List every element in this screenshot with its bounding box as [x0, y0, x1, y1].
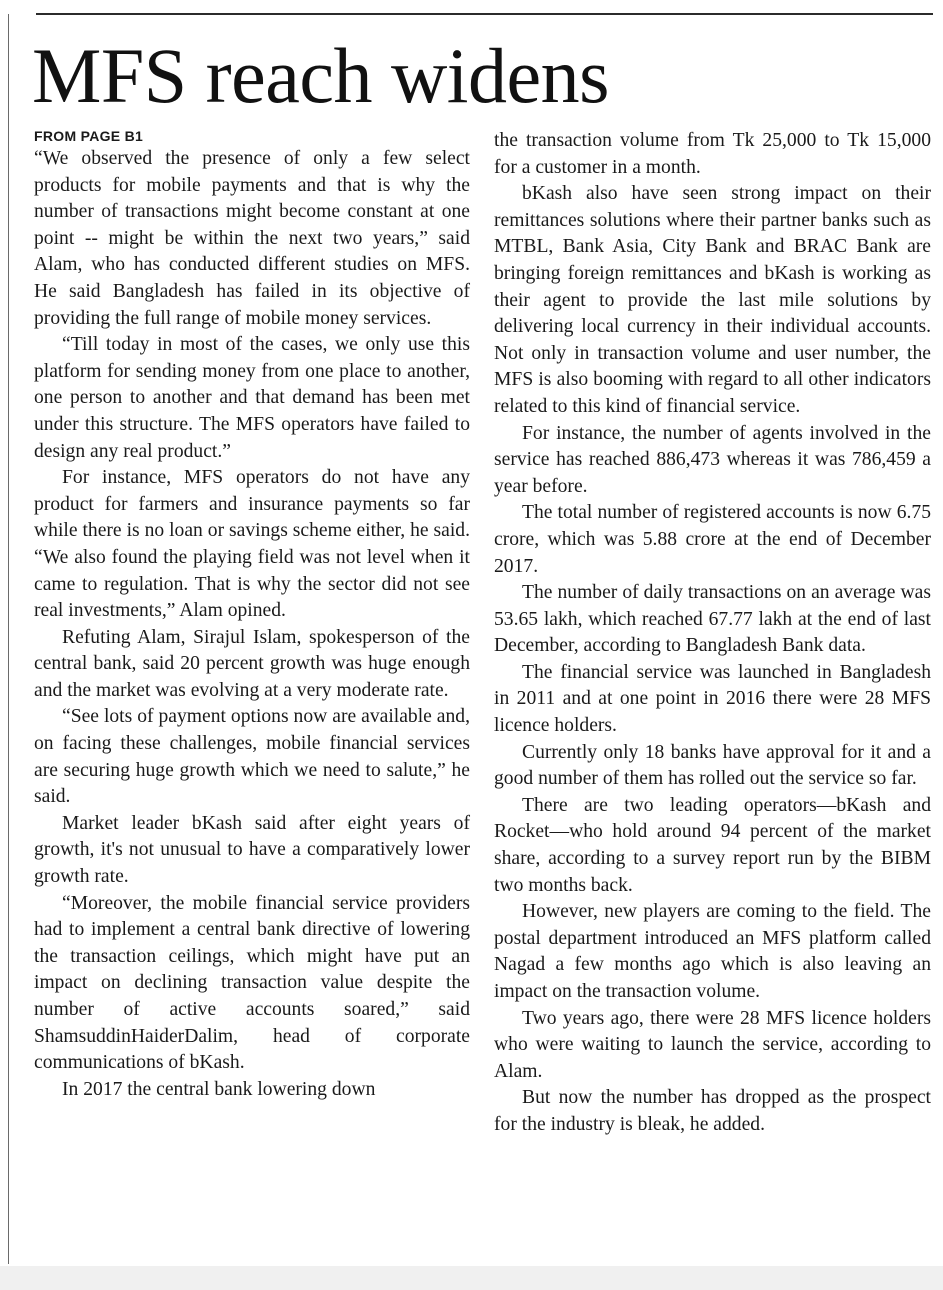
- paragraph: bKash also have seen strong impact on their remittances solutions where their partner banks such as MTBL, Bank Asia, City Bank and BRAC Bank are bringing foreign remittances and bKash is working as their agent to provide the last mile solutions by delivering local currency in their individual accounts. Not only in transaction volume and user number, the MFS is also booming with regard to all other indicators related to this kind of financial service.: [494, 183, 931, 417]
- paragraph: The number of daily transactions on an average was 53.65 lakh, which reached 67.77 lakh at the end of last December, according to Bangladesh Bank data.: [494, 582, 931, 657]
- left-column: [34, 126, 470, 1103]
- page-bottom-margin: [0, 1266, 943, 1290]
- paragraph: Currently only 18 banks have approval for it and a good number of them has rolled out the service so far.: [494, 741, 931, 790]
- top-rule: [36, 13, 933, 15]
- paragraph: But now the number has dropped as the prospect for the industry is bleak, he added.: [494, 1087, 931, 1135]
- paragraph: “Moreover, the mobile financial service providers had to implement a central bank directive of lowering the transaction ceilings, which might have put an impact on declining transaction value despite the number of active accounts soared,” said ShamsuddinHaiderDalim, head of corporate communications of bKash.: [34, 892, 470, 1074]
- paragraph: “See lots of payment options now are available and, on facing these challenges, mobile financial services are securing huge growth which we need to salute,” he said.: [34, 706, 470, 808]
- paragraph: For instance, MFS operators do not have any product for farmers and insurance payments so far while there is no loan or savings scheme either, he said. “We also found the playing field was not level when it came to regulation. That is why the sector did not see real investments,” Alam opined.: [34, 467, 470, 622]
- paragraph: the transaction volume from Tk 25,000 to Tk 15,000 for a customer in a month.: [494, 130, 931, 178]
- paragraph: There are two leading operators—bKash and Rocket—who hold around 94 percent of the market share, according to a survey report run by the BIBM two months back.: [494, 794, 931, 896]
- paragraph: For instance, the number of agents involved in the service has reached 886,473 whereas it was 786,459 a year before.: [494, 422, 931, 497]
- right-column: [494, 128, 931, 1139]
- headline: MFS reach widens: [32, 32, 609, 119]
- paragraph: Refuting Alam, Sirajul Islam, spokesperson of the central bank, said 20 percent growth was huge enough and the market was evolving at a very moderate rate.: [34, 626, 470, 701]
- kicker-from-page: FROM PAGE B1: [34, 128, 144, 144]
- column-divider-rule: [8, 14, 9, 1264]
- paragraph: In 2017 the central bank lowering down: [62, 1078, 376, 1100]
- paragraph: The financial service was launched in Bangladesh in 2011 and at one point in 2016 there were 28 MFS licence holders.: [494, 661, 931, 737]
- paragraph: “Till today in most of the cases, we only use this platform for sending money from one place to another, one person to another and that demand has been met under this structure. The MFS operators have failed to design any real product.”: [34, 334, 470, 462]
- paragraph: Two years ago, there were 28 MFS licence holders who were waiting to launch the service, according to Alam.: [494, 1007, 931, 1082]
- paragraph: Market leader bKash said after eight years of growth, it's not unusual to have a comparatively lower growth rate.: [34, 812, 470, 888]
- paragraph: The total number of registered accounts is now 6.75 crore, which was 5.88 crore at the end of December 2017.: [494, 502, 931, 577]
- paragraph: However, new players are coming to the field. The postal department introduced an MFS platform called Nagad a few months ago which is also leaving an impact on the transaction volume.: [494, 901, 931, 1002]
- paragraph: “We observed the presence of only a few select products for mobile payments and that is why the number of transactions might become constant at one point -- might be within the next two years,” said Alam, who has conducted different studies on MFS. He said Bangladesh has failed in its objective of providing the full range of mobile money services.: [34, 148, 470, 329]
